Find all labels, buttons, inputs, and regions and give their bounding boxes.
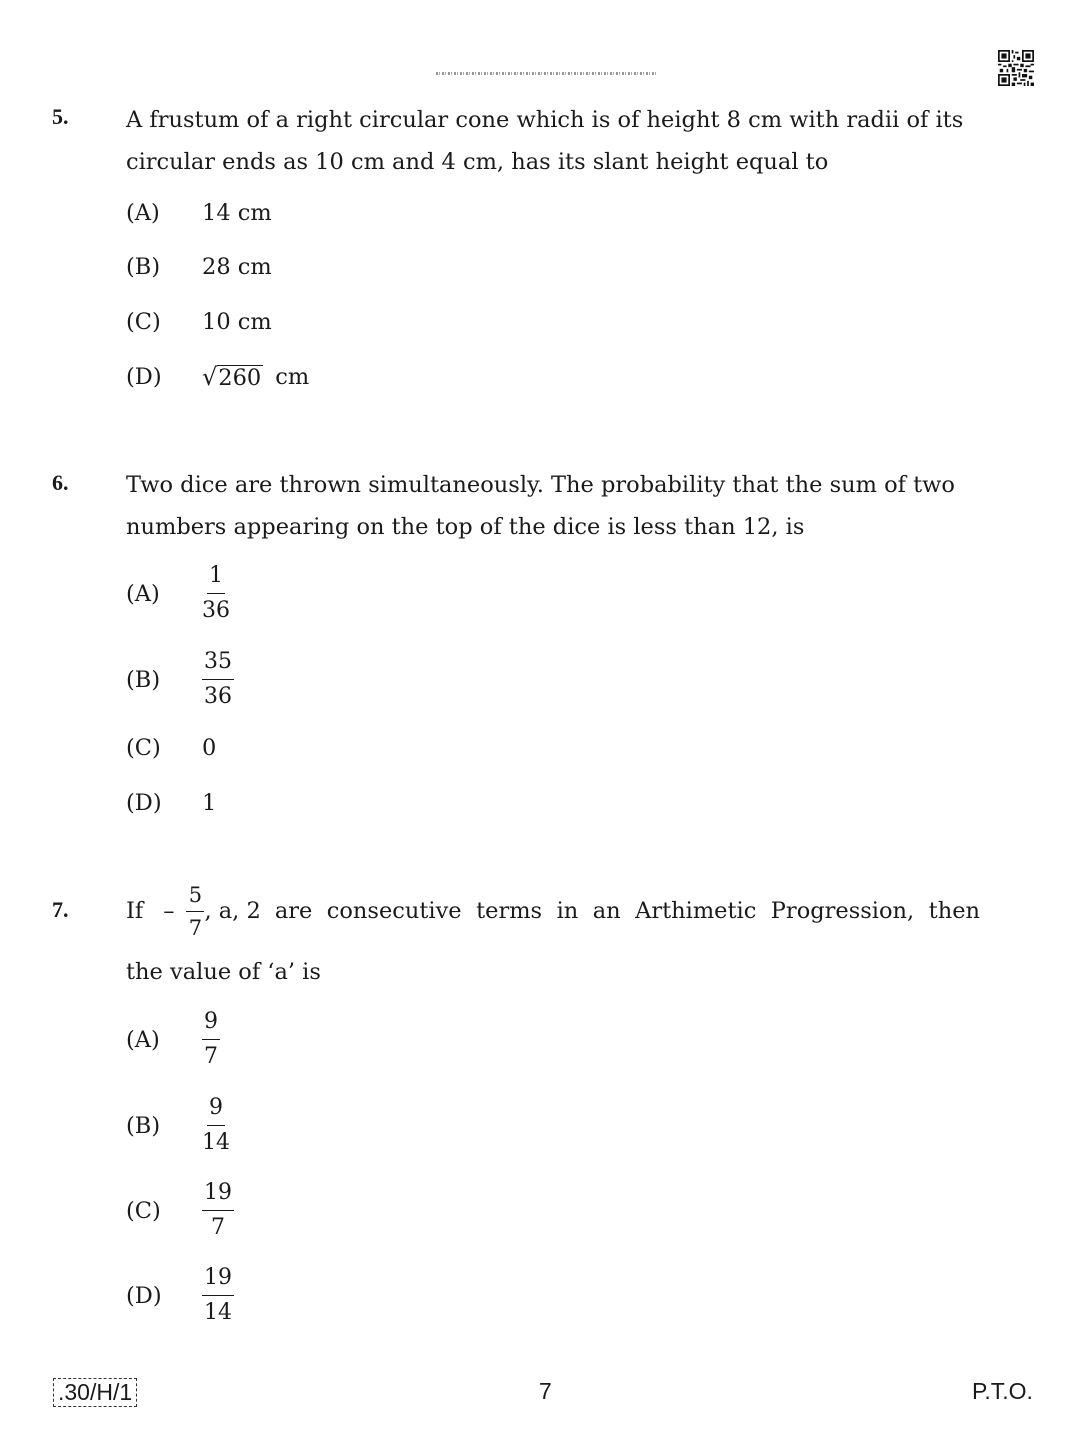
option-d[interactable] xyxy=(126,1265,234,1326)
option-d[interactable] xyxy=(126,790,216,816)
numerator: 9 xyxy=(207,1095,225,1126)
pto-label: P.T.O. xyxy=(972,1378,1033,1404)
denominator: 14 xyxy=(202,1130,230,1155)
option-label: (C) xyxy=(126,735,161,761)
page-number: 7 xyxy=(539,1378,552,1404)
square-root xyxy=(202,364,263,390)
option-a[interactable] xyxy=(126,200,272,226)
option-label: (C) xyxy=(126,309,161,335)
option-value: 1 xyxy=(202,790,217,816)
option-label: (A) xyxy=(126,580,160,607)
question-text-line2: the value of ‘a’ is xyxy=(126,959,321,985)
option-b[interactable] xyxy=(126,649,234,710)
numerator: 19 xyxy=(202,1265,234,1296)
option-a[interactable] xyxy=(126,563,230,624)
denominator: 7 xyxy=(188,915,203,940)
radicand: 260 xyxy=(218,365,262,391)
header-microtext-strip xyxy=(436,72,656,75)
option-label: (D) xyxy=(126,1282,162,1309)
option-value: 10 cm xyxy=(202,309,272,335)
fraction xyxy=(202,1265,234,1326)
qr-code-icon xyxy=(998,50,1034,86)
option-label: (B) xyxy=(126,1112,161,1139)
fraction xyxy=(202,649,234,710)
option-b[interactable] xyxy=(126,254,272,280)
question-number: 5. xyxy=(52,104,69,129)
fraction xyxy=(202,1009,220,1070)
question-number: 6. xyxy=(52,470,69,495)
denominator: 36 xyxy=(204,684,232,709)
denominator: 7 xyxy=(204,1044,218,1069)
option-a[interactable] xyxy=(126,1009,220,1070)
option-label: (A) xyxy=(126,200,160,226)
denominator: 14 xyxy=(204,1300,232,1325)
option-c[interactable] xyxy=(126,1180,234,1241)
text-if: If xyxy=(126,898,144,924)
denominator: 36 xyxy=(202,598,230,623)
option-value: 14 cm xyxy=(202,200,272,226)
option-unit: cm xyxy=(275,364,310,390)
option-value: 0 xyxy=(202,735,217,761)
text-terms: , a, 2 xyxy=(204,898,261,924)
option-c[interactable] xyxy=(126,735,216,761)
option-label: (B) xyxy=(126,254,161,280)
fraction xyxy=(202,1095,230,1156)
question-text xyxy=(126,880,980,942)
numerator: 1 xyxy=(207,563,225,594)
fraction xyxy=(202,1180,234,1241)
numerator: 19 xyxy=(202,1180,234,1211)
option-c[interactable] xyxy=(126,309,272,335)
fraction xyxy=(202,563,230,624)
minus-sign: – xyxy=(163,898,175,924)
fraction xyxy=(186,883,204,940)
option-label: (D) xyxy=(126,790,162,816)
question-number: 7. xyxy=(52,897,69,922)
numerator: 5 xyxy=(186,883,204,912)
paper-code: .30/H/1 xyxy=(53,1378,137,1407)
numerator: 9 xyxy=(202,1009,220,1040)
question-text: A frustum of a right circular cone which is of height 8 cm with radii of its circular ends as 10 cm and 4 cm, has its slant height equal to xyxy=(126,107,964,175)
option-d[interactable] xyxy=(126,364,309,390)
option-b[interactable] xyxy=(126,1095,230,1156)
option-label: (A) xyxy=(126,1026,160,1053)
option-label: (B) xyxy=(126,666,161,693)
option-value: 28 cm xyxy=(202,254,272,280)
radical-sign-icon: √ xyxy=(202,363,218,391)
question-text: Two dice are thrown simultaneously. The probability that the sum of two numbers appearing on the top of the dice is less than 12, is xyxy=(126,472,955,540)
numerator: 35 xyxy=(202,649,234,680)
option-label: (C) xyxy=(126,1197,161,1224)
option-label: (D) xyxy=(126,364,162,390)
text-rest: are consecutive terms in an Arthimetic Progression, then xyxy=(274,898,980,924)
denominator: 7 xyxy=(211,1215,225,1240)
